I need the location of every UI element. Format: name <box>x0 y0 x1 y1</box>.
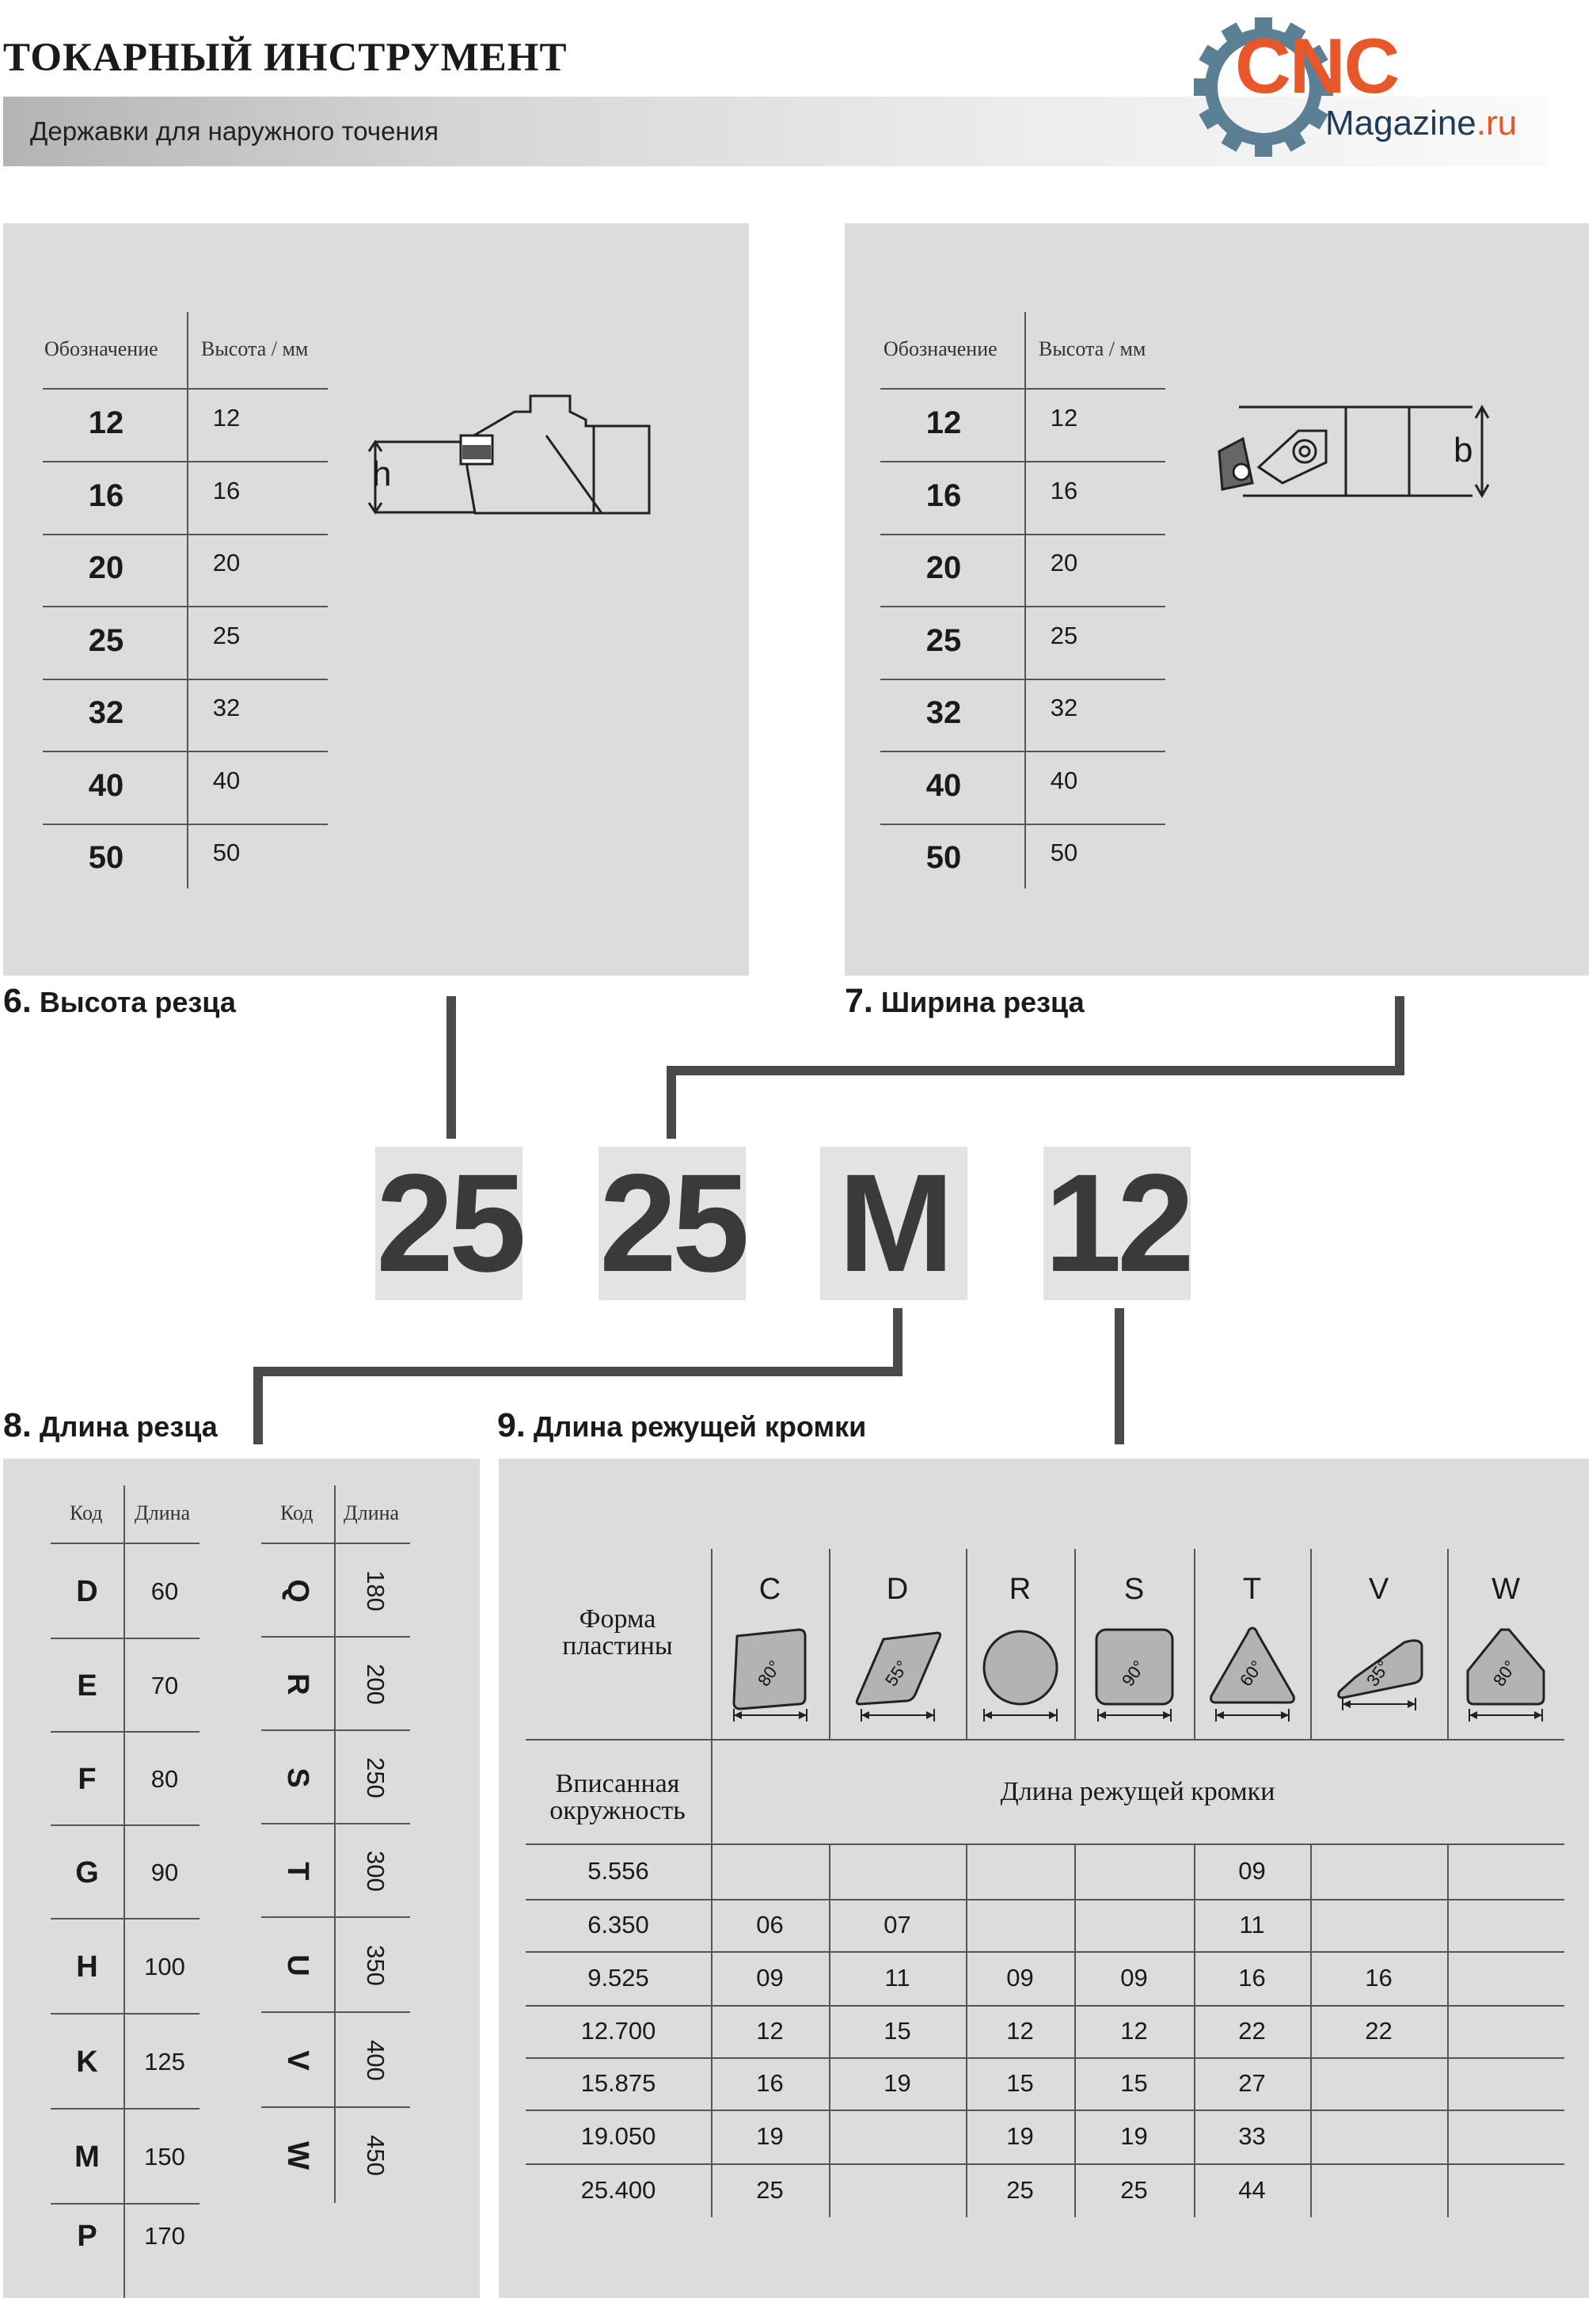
width-col-value-header: Высота / мм <box>1039 337 1146 360</box>
insert-shape-t-icon <box>1205 1622 1300 1725</box>
insert-shape-code: W <box>1492 1573 1520 1606</box>
table-divider <box>43 679 328 680</box>
table-divider <box>43 388 328 390</box>
height-col-code-header: Обозначение <box>44 337 158 360</box>
length-value: 450 <box>362 2135 390 2176</box>
length-value: 150 <box>144 2143 185 2171</box>
insert-shape-code: S <box>1123 1573 1145 1606</box>
table-divider <box>880 679 1165 680</box>
edge-length-value: 09 <box>1120 1964 1148 1992</box>
edge-length-value: 19 <box>1006 2122 1034 2150</box>
table-divider <box>880 534 1165 535</box>
table-divider <box>261 1543 410 1544</box>
length-right-len-header: Длина <box>344 1501 400 1524</box>
inscribed-circle-value: 19.050 <box>580 2122 656 2150</box>
connector-7-horizontal <box>667 1066 1404 1075</box>
edge-length-value: 09 <box>756 1964 784 1992</box>
edge-length-value: 12 <box>1006 2017 1034 2045</box>
height-value: 16 <box>212 476 241 504</box>
height-value: 12 <box>1050 404 1078 432</box>
section-7-title: 7. Ширина резца <box>845 982 1085 1020</box>
edge-length-value: 33 <box>1238 2122 1266 2150</box>
section-9-title: 9. Длина режущей кромки <box>497 1406 867 1444</box>
table-divider <box>880 606 1165 607</box>
height-value: 16 <box>1050 476 1078 504</box>
code-height-box: 25 <box>376 1146 522 1301</box>
connector-7-down <box>1395 996 1404 1075</box>
connector-8-horizontal <box>253 1367 902 1376</box>
svg-text:80°: 80° <box>753 1657 785 1690</box>
section-6-title: 6. Высота резца <box>3 982 236 1020</box>
grid-line <box>526 1739 1564 1741</box>
table-divider <box>43 824 328 825</box>
edge-length-value: 19 <box>1120 2122 1148 2150</box>
edge-length-value: 22 <box>1365 2017 1393 2045</box>
table-divider <box>43 534 328 535</box>
insert-shape-code: D <box>886 1573 909 1606</box>
logo-cnc-text: CNC <box>1235 22 1399 109</box>
shape-row-header: Форма пластины <box>562 1604 673 1661</box>
designation-code: 40 <box>925 767 962 803</box>
insert-shape-c-icon <box>723 1622 818 1725</box>
inscribed-circle-value: 9.525 <box>587 1964 649 1992</box>
insert-shape-code: V <box>1368 1573 1389 1606</box>
inscribed-circle-value: 25.400 <box>580 2176 656 2204</box>
height-value: 50 <box>212 839 241 866</box>
height-value: 25 <box>212 621 241 649</box>
edge-length-value: 11 <box>884 1964 910 1992</box>
edge-length-header: Длина режущей кромки <box>1000 1777 1275 1806</box>
edge-length-value: 09 <box>1006 1964 1034 1992</box>
designation-code: 40 <box>88 767 124 803</box>
length-value: 200 <box>362 1664 390 1705</box>
table-divider <box>880 824 1165 825</box>
svg-text:55°: 55° <box>880 1657 913 1690</box>
svg-text:60°: 60° <box>1235 1657 1267 1690</box>
length-code: Q <box>281 1579 314 1603</box>
length-value: 60 <box>150 1577 179 1605</box>
length-code: K <box>76 2045 98 2079</box>
insert-shape-code: C <box>758 1573 781 1606</box>
edge-length-value: 15 <box>884 2017 911 2045</box>
table-divider <box>261 1916 410 1918</box>
length-code: T <box>281 1862 314 1881</box>
inscribed-circle-value: 12.700 <box>580 2017 656 2045</box>
designation-code: 12 <box>88 405 124 440</box>
length-code: V <box>281 2050 314 2071</box>
table-divider <box>880 751 1165 752</box>
edge-length-value: 12 <box>1120 2017 1148 2045</box>
connector-9 <box>1115 1308 1124 1444</box>
logo-magazine-text: Magazine.ru <box>1325 104 1518 143</box>
designation-code: 16 <box>925 477 962 513</box>
length-code: E <box>77 1669 97 1703</box>
inscribed-circle-value: 5.556 <box>587 1857 649 1885</box>
code-length-box: M <box>820 1147 967 1300</box>
height-value: 40 <box>1050 766 1078 794</box>
height-value: 32 <box>1050 694 1078 721</box>
length-code: U <box>281 1954 314 1977</box>
designation-code: 16 <box>88 477 124 513</box>
edge-length-value: 11 <box>1239 1911 1265 1938</box>
length-right-code-header: Код <box>280 1501 314 1524</box>
edge-length-value: 16 <box>756 2069 784 2097</box>
section-8-title: 8. Длина резца <box>3 1406 218 1444</box>
edge-length-value: 16 <box>1238 1964 1266 1992</box>
height-tool-drawing <box>364 388 665 523</box>
designation-code: 50 <box>925 840 962 875</box>
height-col-value-header: Высота / мм <box>201 337 309 360</box>
length-code: G <box>75 1856 99 1889</box>
table-divider <box>261 1636 410 1638</box>
designation-code: 20 <box>88 550 124 585</box>
edge-length-value: 25 <box>1006 2176 1034 2204</box>
table-divider <box>880 388 1165 390</box>
insert-shape-v-icon <box>1332 1622 1427 1725</box>
height-value: 25 <box>1050 621 1078 649</box>
circle-row-header: Вписанная окружность <box>549 1769 686 1825</box>
designation-code: 50 <box>88 840 124 875</box>
svg-text:35°: 35° <box>1362 1657 1394 1690</box>
height-value: 20 <box>212 549 241 576</box>
edge-length-value: 12 <box>756 2017 784 2045</box>
designation-code: 12 <box>925 405 962 440</box>
length-value: 170 <box>144 2222 185 2250</box>
edge-length-value: 09 <box>1238 1857 1266 1885</box>
edge-length-value: 25 <box>756 2176 784 2204</box>
svg-text:90°: 90° <box>1117 1657 1150 1690</box>
length-value: 100 <box>144 1953 185 1980</box>
edge-length-value: 22 <box>1238 2017 1266 2045</box>
edge-length-value: 25 <box>1120 2176 1148 2204</box>
table-divider <box>43 751 328 752</box>
insert-shape-code: R <box>1009 1573 1032 1606</box>
length-code: R <box>281 1673 314 1695</box>
insert-shape-d-icon <box>850 1622 945 1725</box>
insert-shape-code: T <box>1242 1573 1262 1606</box>
designation-code: 32 <box>925 695 962 730</box>
width-col-code-header: Обозначение <box>884 337 998 360</box>
length-code: F <box>78 1763 97 1796</box>
length-code: M <box>74 2140 100 2174</box>
inscribed-circle-value: 15.875 <box>580 2069 656 2097</box>
height-value: 20 <box>1050 549 1078 576</box>
page-title: ТОКАРНЫЙ ИНСТРУМЕНТ <box>3 36 568 80</box>
length-value: 125 <box>144 2048 185 2075</box>
table-divider <box>43 461 328 462</box>
table-divider <box>261 1823 410 1824</box>
length-code: W <box>281 2141 314 2170</box>
edge-length-value: 19 <box>756 2122 784 2150</box>
designation-code: 25 <box>88 622 124 658</box>
table-divider <box>261 2106 410 2108</box>
length-code: D <box>76 1575 98 1608</box>
edge-length-value: 16 <box>1365 1964 1393 1992</box>
connector-8-down <box>253 1367 263 1444</box>
table-divider <box>880 461 1165 462</box>
length-value: 250 <box>362 1757 390 1798</box>
table-divider <box>261 2011 410 2013</box>
length-value: 80 <box>150 1765 179 1793</box>
edge-length-value: 06 <box>756 1911 784 1938</box>
inscribed-circle-value: 6.350 <box>587 1911 649 1938</box>
height-dimension-label: h <box>372 455 392 493</box>
insert-shape-w-icon <box>1458 1622 1553 1725</box>
designation-code: 25 <box>925 622 962 658</box>
length-code: S <box>281 1767 314 1788</box>
length-value: 90 <box>150 1859 179 1886</box>
height-value: 12 <box>212 404 241 432</box>
edge-length-value: 19 <box>884 2069 911 2097</box>
designation-code: 32 <box>88 695 124 730</box>
insert-shape-s-icon <box>1087 1622 1182 1725</box>
height-value: 40 <box>212 766 241 794</box>
code-width-box: 25 <box>599 1146 745 1301</box>
svg-text:80°: 80° <box>1488 1657 1521 1690</box>
code-edge-box: 12 <box>1044 1146 1190 1301</box>
length-left-code-header: Код <box>70 1501 103 1524</box>
table-divider <box>261 1729 410 1731</box>
insert-shape-r-icon <box>973 1622 1068 1725</box>
page-subtitle: Державки для наружного точения <box>30 116 439 146</box>
edge-length-value: 44 <box>1238 2176 1266 2204</box>
edge-length-value: 07 <box>884 1911 911 1938</box>
length-left-len-header: Длина <box>135 1501 191 1524</box>
table-divider <box>43 606 328 607</box>
length-code: P <box>77 2220 97 2253</box>
edge-length-value: 15 <box>1006 2069 1034 2097</box>
length-value: 180 <box>362 1570 390 1611</box>
width-dimension-label: b <box>1454 431 1473 470</box>
cnc-magazine-logo <box>1194 13 1542 162</box>
length-value: 70 <box>150 1672 179 1699</box>
length-value: 300 <box>362 1851 390 1892</box>
height-value: 50 <box>1050 839 1078 866</box>
height-value: 32 <box>212 694 241 721</box>
connector-7-up <box>667 1066 676 1139</box>
connector-6 <box>446 996 456 1139</box>
length-value: 350 <box>362 1945 390 1986</box>
length-value: 400 <box>362 2040 390 2081</box>
length-code: H <box>76 1950 98 1984</box>
designation-code: 20 <box>925 550 962 585</box>
edge-length-value: 27 <box>1238 2069 1266 2097</box>
edge-length-value: 15 <box>1120 2069 1148 2097</box>
